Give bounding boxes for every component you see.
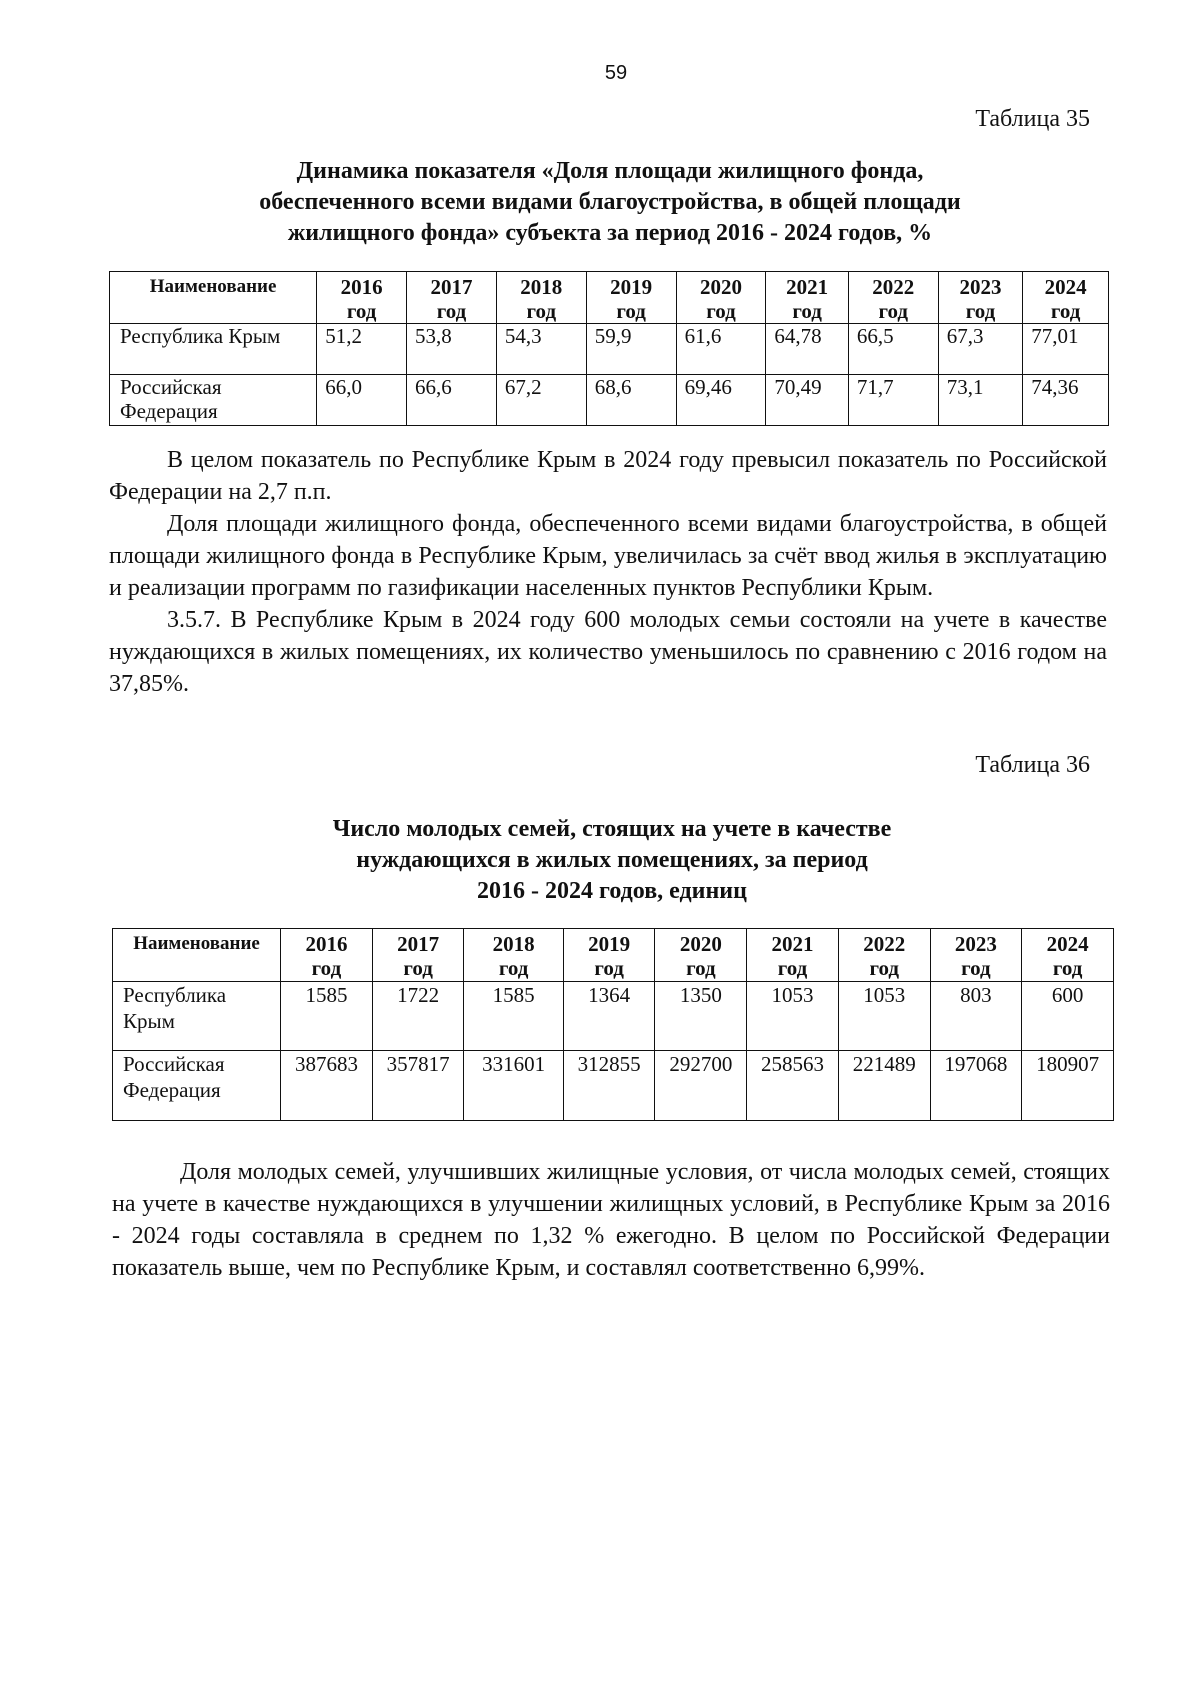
table35 [109,271,1109,426]
table35-header-name: Наименование [110,272,317,324]
table35-header-year: 2024 год [1023,272,1109,324]
table-cell: 1350 [655,982,747,1051]
table36-header-year: 2017 год [372,929,464,982]
table-row [110,375,1109,426]
text-block-1 [109,444,1107,700]
table35-header-year: 2021 год [766,272,848,324]
table35-header-year: 2019 год [586,272,676,324]
table-cell: 66,6 [407,375,497,426]
table36-header-year: 2016 год [281,929,373,982]
paragraph: Доля площади жилищного фонда, обеспеченного всеми видами благоустройства, в общей площади жилищного фонда в Республике Крым, увеличилась за счёт ввод жилья в эксплуатацию и реализации программ по газификации населенных пунктов Республики Крым. [109,511,1107,601]
paragraph: 3.5.7. В Республике Крым в 2024 году 600 молодых семьи состояли на учете в качестве нуждающихся в жилых помещениях, их количество уменьшилось по сравнению с 2016 годом на 37,85%. [109,607,1107,697]
table-row [113,982,1114,1051]
table-cell: 73,1 [938,375,1023,426]
table35-header-year: 2016 год [317,272,407,324]
table-row [113,1051,1114,1121]
table-cell: 357817 [372,1051,464,1121]
table-cell: 77,01 [1023,324,1109,375]
table-cell: 70,49 [766,375,848,426]
table-cell: 66,0 [317,375,407,426]
table-cell: 292700 [655,1051,747,1121]
table36-header-year: 2023 год [930,929,1022,982]
table-cell: 387683 [281,1051,373,1121]
table35-header-year: 2022 год [848,272,938,324]
table35-header-row [110,272,1109,324]
table-cell: 1722 [372,982,464,1051]
table35-title-line: жилищного фонда» субъекта за период 2016 - 2024 годов, % [287,220,933,246]
table35-label: Таблица 35 [975,106,1090,132]
table36-header-year: 2024 год [1022,929,1114,982]
table-cell: 258563 [747,1051,839,1121]
table-cell: 74,36 [1023,375,1109,426]
table36-label: Таблица 36 [975,752,1090,778]
table-cell: 1364 [563,982,655,1051]
table-cell: 197068 [930,1051,1022,1121]
row-name: Российская Федерация [113,1051,281,1121]
table-cell: 221489 [838,1051,930,1121]
table36-header-year: 2019 год [563,929,655,982]
table36-header-year: 2018 год [464,929,563,982]
table-cell: 59,9 [586,324,676,375]
row-name: Российская Федерация [110,375,317,426]
table-cell: 312855 [563,1051,655,1121]
table36-header-year: 2021 год [747,929,839,982]
table35-header-year: 2017 год [407,272,497,324]
table36-header-row [113,929,1114,982]
table-cell: 51,2 [317,324,407,375]
table36-title-line: Число молодых семей, стоящих на учете в качестве [332,816,892,842]
table-cell: 1053 [838,982,930,1051]
table36-title-line: 2016 - 2024 годов, единиц [477,878,747,904]
paragraph: В целом показатель по Республике Крым в 2024 году превысил показатель по Российской Федерации на 2,7 п.п. [109,447,1107,505]
table-cell: 66,5 [848,324,938,375]
table36-title-line: нуждающихся в жилых помещениях, за период [356,847,868,873]
table35-title [110,156,1110,249]
table-cell: 600 [1022,982,1114,1051]
page-number: 59 [604,62,628,84]
row-name: Республика Крым [113,982,281,1051]
table35-header-year: 2023 год [938,272,1023,324]
table35-header-year: 2018 год [496,272,586,324]
table-cell: 803 [930,982,1022,1051]
table36-header-name: Наименование [113,929,281,982]
table36-title [112,814,1112,907]
table-cell: 331601 [464,1051,563,1121]
table-cell: 69,46 [676,375,766,426]
table-cell: 1585 [464,982,563,1051]
table36-header-year: 2022 год [838,929,930,982]
text-block-2 [112,1156,1110,1284]
table-cell: 71,7 [848,375,938,426]
table-cell: 1585 [281,982,373,1051]
table35-title-line: обеспеченного всеми видами благоустройства, в общей площади [259,189,961,215]
table-cell: 67,2 [496,375,586,426]
table-cell: 61,6 [676,324,766,375]
table35-header-year: 2020 год [676,272,766,324]
table-cell: 67,3 [938,324,1023,375]
table-cell: 68,6 [586,375,676,426]
paragraph: Доля молодых семей, улучшивших жилищные условия, от числа молодых семей, стоящих на учете в качестве нуждающихся в улучшении жилищных условий, в Республике Крым за 2016 - 2024 годы составляла в среднем по 1,32 % ежегодно. В целом по Российской Федерации показатель выше, чем по Республике Крым, и составлял соответственно 6,99%. [112,1159,1110,1281]
table36 [112,928,1114,1121]
table-row [110,324,1109,375]
table35-title-line: Динамика показателя «Доля площади жилищного фонда, [296,158,924,184]
table-cell: 180907 [1022,1051,1114,1121]
table36-header-year: 2020 год [655,929,747,982]
table-cell: 53,8 [407,324,497,375]
row-name: Республика Крым [110,324,317,375]
table-cell: 54,3 [496,324,586,375]
table-cell: 64,78 [766,324,848,375]
table-cell: 1053 [747,982,839,1051]
